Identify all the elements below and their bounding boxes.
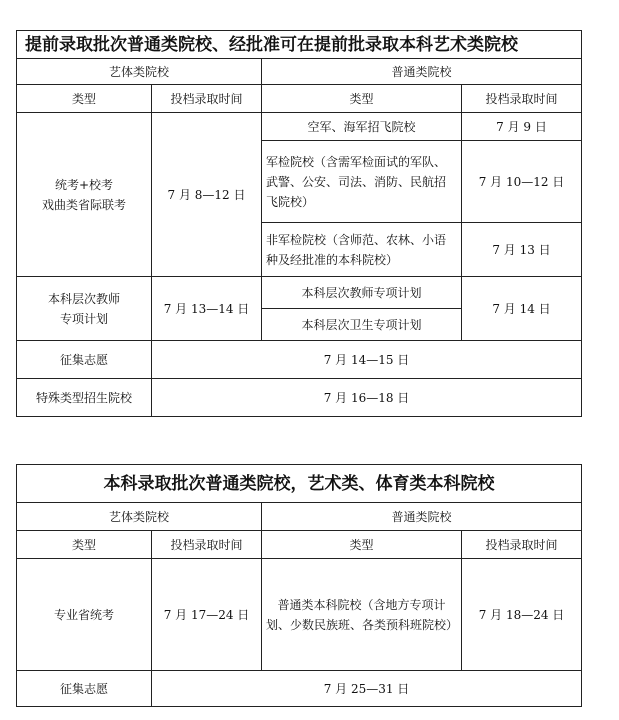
table2-general-type: 普通类本科院校（含地方专项计划、少数民族班、各类预科班院校）	[262, 559, 462, 671]
teacher-type-cell	[17, 277, 152, 341]
table2-col-type-general: 类型	[262, 531, 462, 559]
table2-group-art: 艺体类院校	[17, 503, 262, 531]
art-type-line1: 统考+校考	[54, 177, 114, 192]
teacher-type-line1: 本科层次教师	[47, 291, 120, 306]
general-type-teacher: 本科层次教师专项计划	[262, 277, 462, 309]
special-time: 7 月 16—18 日	[152, 379, 582, 417]
table2-general-time: 7 月 18—24 日	[462, 559, 582, 671]
table1-group-general: 普通类院校	[262, 59, 582, 85]
general-time-nonmilitary: 7 月 13 日	[462, 223, 582, 277]
table2-title: 本科录取批次普通类院校，艺术类、体育类本科院校	[17, 465, 582, 503]
table1-col-time-general: 投档录取时间	[462, 85, 582, 113]
table1-group-art: 艺体类院校	[17, 59, 262, 85]
art-time-cell: 7 月 8—12 日	[152, 113, 262, 277]
general-type-nonmilitary: 非军检院校（含师范、农林、小语种及经批准的本科院校）	[262, 223, 462, 277]
table1-title: 提前录取批次普通类院校、经批准可在提前批录取本科艺术类院校	[17, 31, 582, 59]
undergraduate-admission-table	[16, 464, 582, 707]
general-type-military: 军检院校（含需军检面试的军队、武警、公安、司法、消防、民航招飞院校）	[262, 141, 462, 223]
teacher-time-cell: 7 月 13—14 日	[152, 277, 262, 341]
solicit-time-1: 7 月 14—15 日	[152, 341, 582, 379]
table2-art-time: 7 月 17—24 日	[152, 559, 262, 671]
table2-col-type-art: 类型	[17, 531, 152, 559]
special-label: 特殊类型招生院校	[17, 379, 152, 417]
general-type-pilot: 空军、海军招飞院校	[262, 113, 462, 141]
early-admission-table	[16, 30, 582, 417]
general-time-special-plans: 7 月 14 日	[462, 277, 582, 341]
table2-col-time-general: 投档录取时间	[462, 531, 582, 559]
general-type-health: 本科层次卫生专项计划	[262, 309, 462, 341]
general-time-military: 7 月 10—12 日	[462, 141, 582, 223]
teacher-type-line2: 专项计划	[59, 311, 108, 326]
solicit-label-2: 征集志愿	[17, 671, 152, 707]
table2-art-type: 专业省统考	[17, 559, 152, 671]
table2-group-general: 普通类院校	[262, 503, 582, 531]
table2-col-time-art: 投档录取时间	[152, 531, 262, 559]
table1-col-type-art: 类型	[17, 85, 152, 113]
general-time-pilot: 7 月 9 日	[462, 113, 582, 141]
table1-col-type-general: 类型	[262, 85, 462, 113]
art-type-line2: 戏曲类省际联考	[41, 197, 126, 212]
art-type-cell	[17, 113, 152, 277]
table1-col-time-art: 投档录取时间	[152, 85, 262, 113]
solicit-label-1: 征集志愿	[17, 341, 152, 379]
solicit-time-2: 7 月 25—31 日	[152, 671, 582, 707]
